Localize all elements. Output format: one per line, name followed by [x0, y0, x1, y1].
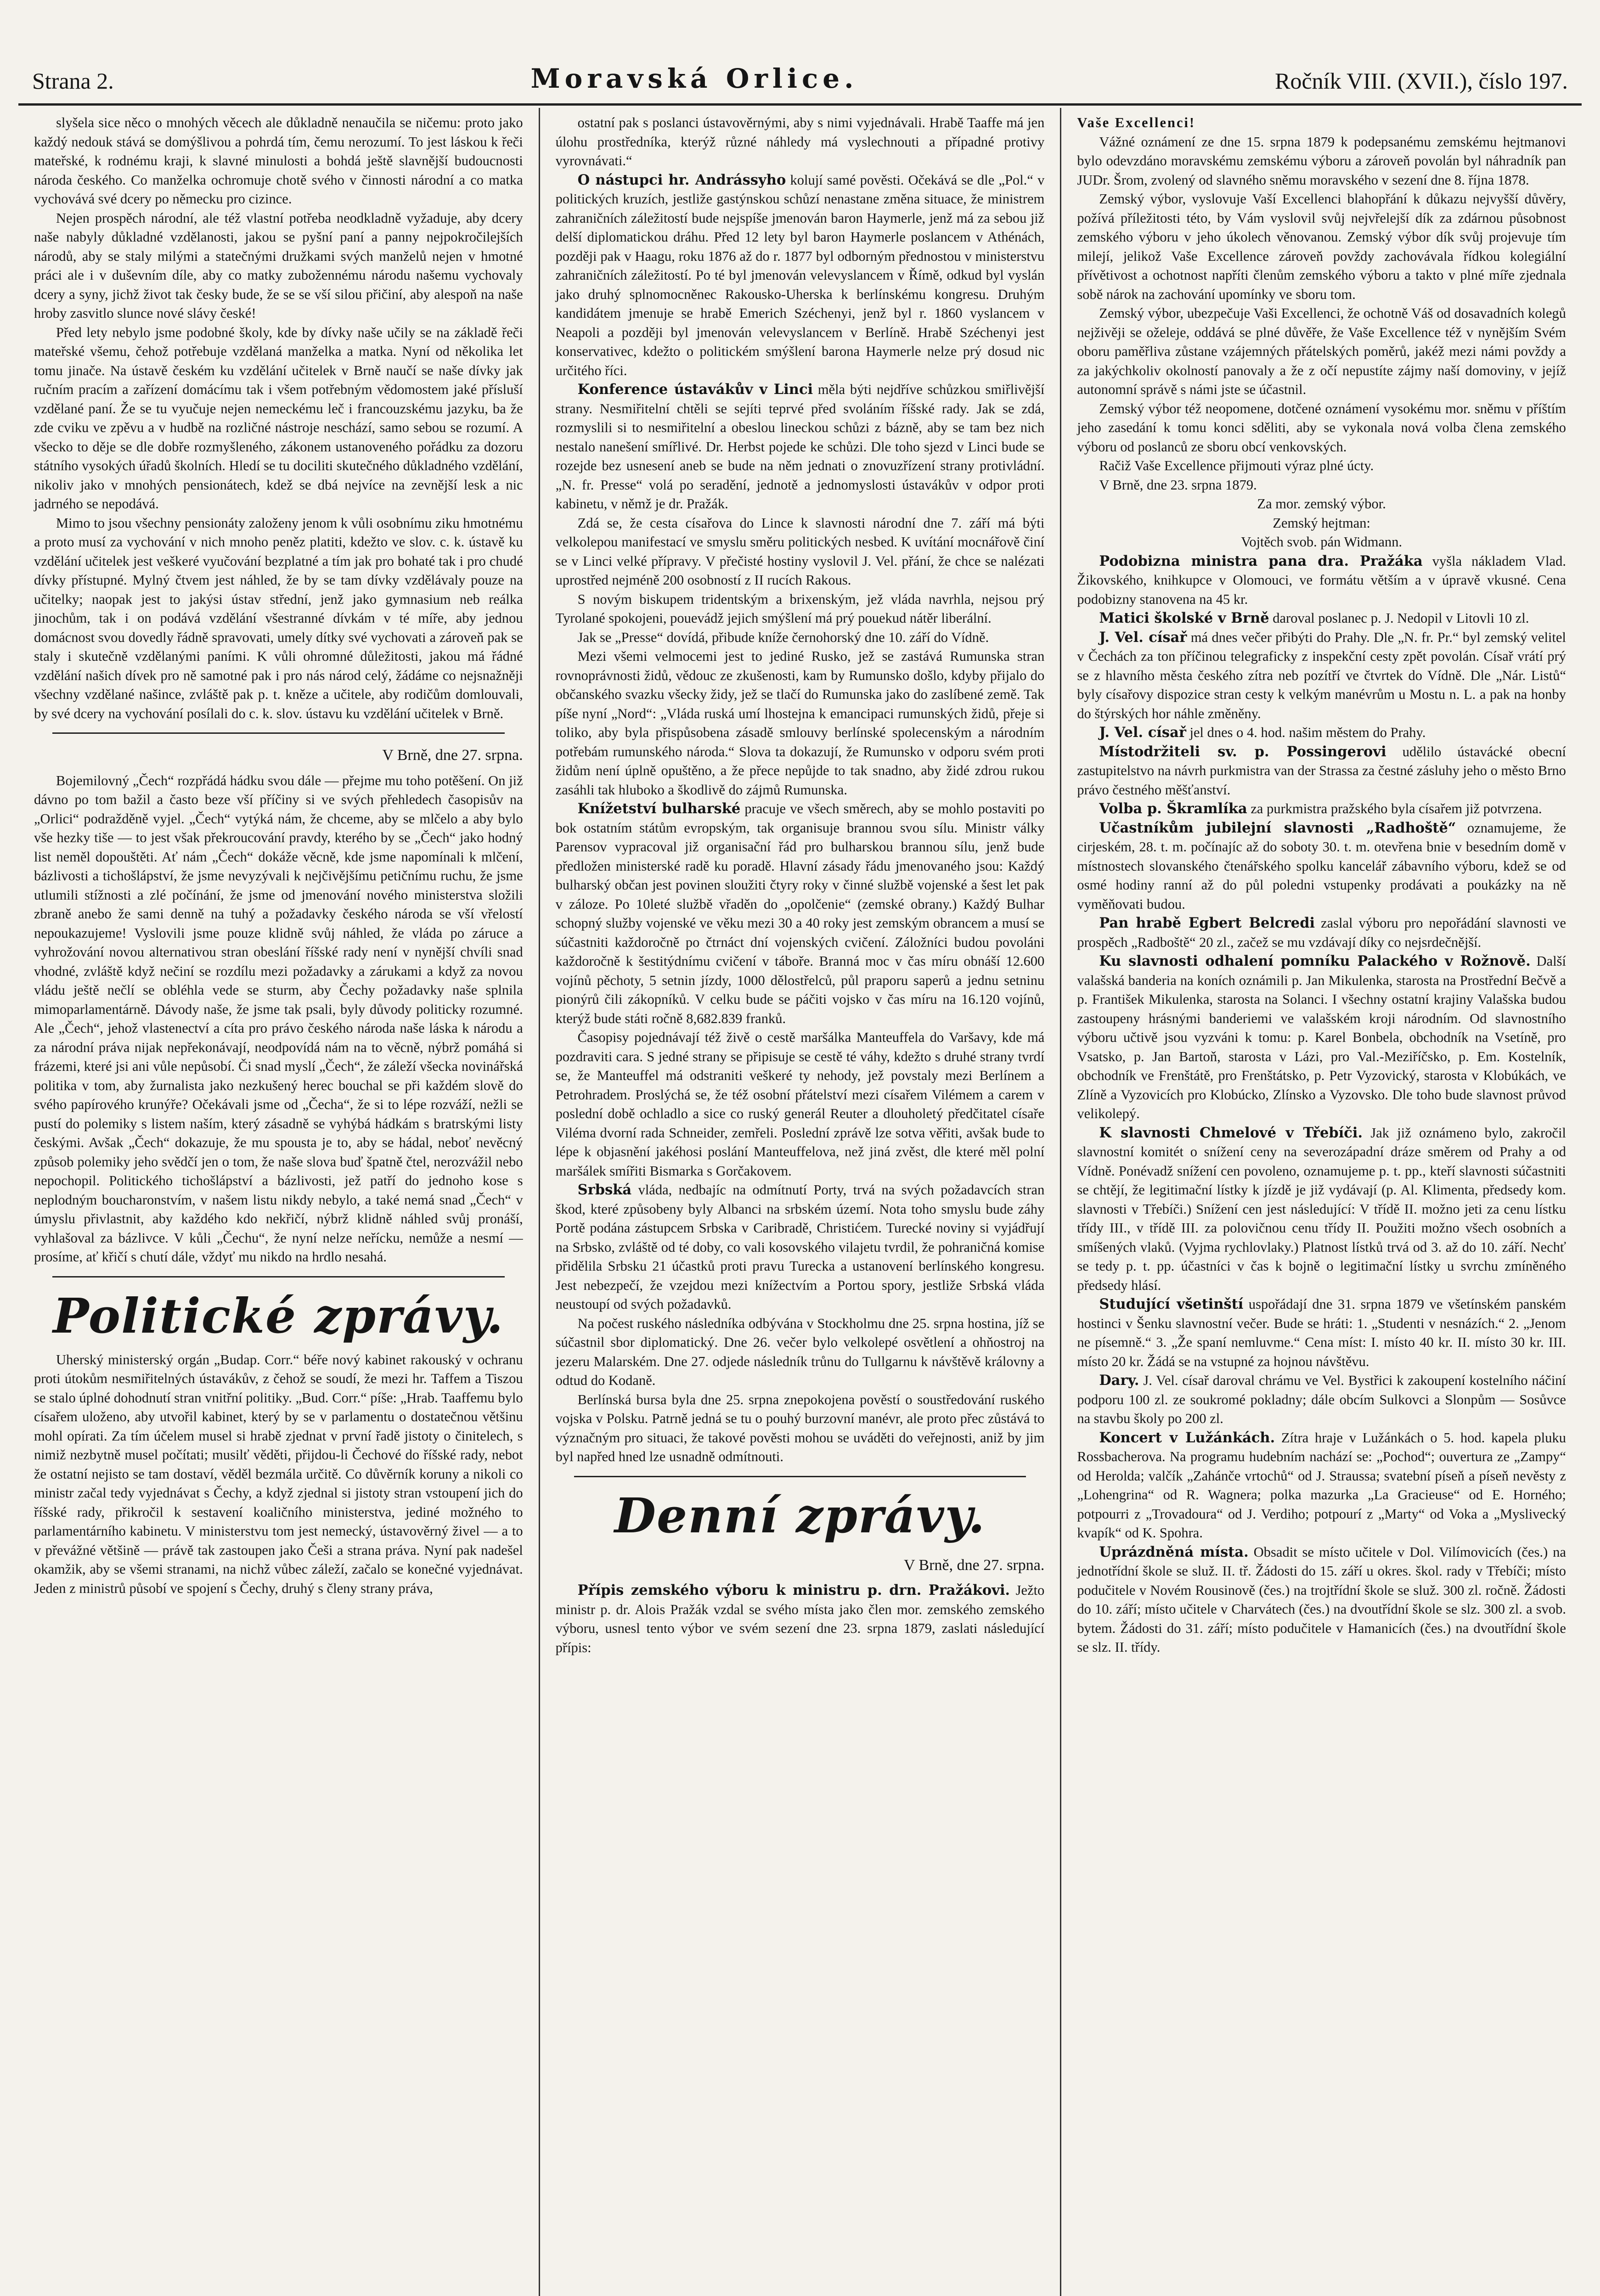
- paragraph: Račiž Vaše Excellence přijmouti výraz plné úcty.: [1099, 458, 1374, 473]
- news-headline: Studující všetinští: [1099, 1296, 1244, 1312]
- news-item: [1077, 743, 1566, 800]
- page-number: Strana 2.: [32, 68, 114, 94]
- paragraph: Mimo to jsou všechny pensionáty založeny jenom k vůli osobnímu ziku hmotnému a proto musí za vychování v nich mnoho peněz platiti, kdežto ve slov. c. k. ústavě ku vzdělání učitelek jest veškeré vyučování bezplatné a tím jak pro bohaté tak i pro chudé dívky přístupné. Mylný čtvem jest náhled, že by se tam dívky vzdělávaly pouze na učitelky; naopak jest to jakýsi ústav střední, jenž jako gymnasium neb reálka jinochům, tak i on podává vzdělání všestranné dívkám v té míře, aby jednou domácnost svou dovedly řádně spravovati, umely dítky své vychovati a zároveň pak se staly i skutečně vzdělanými paními. K vůli ohromné důležitosti, jakou má řádné vzdělání našich dívek pro ně samotné pak i pro nás národ celý, žádáme co nejsnažněji všechny vzdělané našince, zvláště pak p. t. kněze a učitele, aby rodičům domlouvali, by své dcery na vychování posílali do c. k. slov. ústavu ku vzdělání učitelek v Brně.: [34, 515, 523, 721]
- columns: [18, 108, 1582, 2296]
- news-headline: Přípis zemského výboru k ministru p. drn. Pražákovi.: [577, 1582, 1010, 1598]
- news-body: Obsadit se místo učitele v Dol. Vilímovicích (čes.) na jednotřídní škole se služ. II. tř. Žádosti do 15. září u okres. škol. rady v Třebíči; místo podučitele v Novém Rousinově (čes.) na trojtřídní škole se služ. 300 zl. ročně. Žádosti do 10. září; místo učitele v Charvátech (čes.) na dvoutřídní škole se slz. 300 zl. a svob. bytem. Žádosti do 31. září; místo podučitele v Hamanicích (čes.) na dvoutřídní škole se slz. II. třídy.: [1077, 1544, 1566, 1655]
- divider: [52, 732, 505, 734]
- column-1: [18, 108, 539, 2296]
- news-body: pracuje ve všech směrech, aby se mohlo postaviti po bok ostatním státům evropským, tak organisuje brannou svou sílu. Ministr války Parensov vypracoval již organisační řád pro bulharskou brannou sílu, jenž bude předložen ministerské radě ku poradě. Hlavní zásady řádu jmenovaného jsou: Každý bulharský občan jest povinen sloužiti čtyry roky v činné službě vojenské a šest let pak v záloze. Po 10leté službě vřaděn do „opolčenie“ (zemské obrany.) Každý Bulhar schopný služby vojenské ve věku mezi 30 a 40 roky jest zemským obrancem a musí se súčastniti každoročně po čtrnáct dní vojenských cvičení. Záložníci budou povoláni každoročně k šestitýdnímu cvičení v táboře. Branná moc v čas míru obnáší 12.600 vojínů pěchoty, 5 setnin jízdy, 1000 dělostřelců, půl praporu saperů a jednu setninu pionýrů čili zákopníků. V celku bude se páčiti vojsko v čas míru na 16.120 vojínů, kterýž bude státi ročně 8,682.839 franků.: [555, 801, 1045, 1026]
- news-item: [1077, 819, 1566, 914]
- news-headline: Ku slavnosti odhalení pomníku Palackého v Rožnově.: [1099, 953, 1531, 969]
- news-item: [556, 1581, 1045, 1657]
- section-title-daily: Denní zprávy.: [614, 1487, 986, 1544]
- paragraph: S novým biskupem tridentským a brixenským, jež vláda navrhla, nejsou prý Tyrolané spokojeni, pouevádž jejich smýšlení má prý pouekud nátěr liberální.: [555, 591, 1045, 626]
- news-body: daroval poslanec p. J. Nedopil v Litovli 10 zl.: [1273, 610, 1529, 626]
- news-headline: O nástupci hr. Andrássyho: [577, 171, 786, 188]
- paragraph: Před lety nebylo jsme podobné školy, kde by dívky naše učily se na základě řeči mateřské všemu, čehož potřebuje vzdělaná manželka a matka. Nyní od několika let tomu jinače. Na ústavě českém ku vzdělání učitelek v Brně naučí se naše dívky jak ručním pracím a zařízení domácímu tak i všem potřebným vědomostem jaké přísluší vzdělané paní. Že se tu vyučuje nejen nemeckému leč i francouzskému jazyku, ba že zde cviku ve zpěvu a v hudbě na rozličné nástroje neschází, samo sebou se rozumí. A všecko to děje se dle dobře rozmyšleného, zákonem ustanoveného pořádku za dozoru státního vysokých úřadů školních. Hledí se tu dociliti skutečného důkladného vzdělání, nikoliv jako v mnohých pensionátech, kdež se dbá nejvíce na zevnější lesk a nic jadrného se nepodává.: [34, 324, 523, 512]
- news-headline: Místodržiteli sv. p. Possingerovi: [1099, 743, 1386, 760]
- news-headline: Volba p. Škramlíka: [1099, 800, 1247, 817]
- news-item: [1077, 628, 1566, 724]
- news-headline: J. Vel. císař: [1099, 724, 1186, 741]
- divider: [574, 1476, 1026, 1477]
- signature-line: Zemský hejtman:: [1273, 515, 1370, 531]
- paragraph: Na počest ruského následníka odbývána v Stockholmu dne 25. srpna hostina, jíž se súčastnil sbor diplomatický. Dne 26. večer bylo velkolepé osvětlení a ohňostroj na jezeru Malarském. Dne 27. odjede následník trůnu do Tullgarnu k návštěvě královny a odtud do Kodaně.: [555, 1315, 1045, 1388]
- paragraph: Časopisy pojednávají též živě o cestě maršálka Manteuffela do Varšavy, kde má pozdraviti cara. S jedné strany se připisuje se cestě té váhy, kdežto s druhé strany tvrdí se, že Manteuffel má odstraniti veškeré ty nehody, jež povstaly mezi Berlínem a Petrohradem. Proslýchá se, že též osobní přátelství mezi císařem Vilémem a carem v poslední době ochladlo a sice co ruský generál Reuter a dlouholetý předčitatel císaře Viléma dvorní rada Schneider, zemřeli. Poslední zprávě lze sotva věřiti, avšak bude to lépe k objasnění jakéhosi poslání Manteuffelova, než jiná zvěst, dle které měl polní maršálek smířiti Bismarka s Gorčakovem.: [555, 1030, 1045, 1179]
- news-item: [556, 1181, 1045, 1314]
- news-body: Jak již oznámeno bylo, zakročil slavnostní komitét o snížení ceny na severozápadní dráze směrem od Prahy a od Vídně. Ponévadž snížení cen povoleno, oznamujeme p. t. pp., kteří slavnosti súčastniti se chtějí, že legitimační lístky k jízdě je již vydávají (p. Al. Klimenta, předsedy kom. slavnosti v Třebíči.) Snížení cen jest následující: V třídě II. možno jeti za cenu lístku třídy III., v třídě III. za polovičnou cenu třídy II. Použiti možno všech osobních a smíšených vlaků. (Vyjma rychlovlaky.) Platnost lístků trvá od 3. až do 10. září. Nechť se tedy p. t. pp. účastníci v čas k bojně o legitimační lístky u svrchu zmíněného předsedy hlásí.: [1077, 1125, 1566, 1293]
- news-body: vyšla nákladem Vlad. Žikovského, knihkupce v Olomouci, ve formátu větším a v úpravě vkusné. Cena podobizny stanovena na 45 kr.: [1077, 553, 1566, 607]
- section-title-political: Politické zprávy.: [53, 1287, 504, 1344]
- news-headline: Pan hrabě Egbert Belcredi: [1099, 915, 1315, 931]
- news-item: [556, 799, 1045, 1028]
- news-item: [556, 171, 1045, 381]
- news-body: kolují samé pověsti. Očekává se dle „Pol.“ v politických kruzích, jestliže gastýnskou schůzí nenastane změna situace, že ministrem zahraničních záležitostí bude nejspíše jmenován baron Haymerle, jenž má za sebou již delší diplomatickou dráhu. Před 12 lety byl baron Haymerle poslancem v Athénách, později pak v Haagu, roku 1876 až do r. 1877 byl odborným přednostou v ministerstvu zahraničních záležitostí. Po té byl jmenován velevyslancem v Římě, odkud byl vyslán jako druhý splnomocněnec Rakousko-Uherska k berlínskému kongresu. Druhým kandidátem jmenuje se hrabě Emerich Széchenyi, jenž byl r. 1860 vyslancem v Neapoli a později byl jmenován velevyslancem v Berlíně. Hrabě Széchenyi jest konservativec, kdežto o politickém smýšlení barona Haymerle nelze prý dosud nic určitého říci.: [555, 172, 1045, 378]
- news-body: má dnes večer přibýti do Prahy. Dle „N. fr. Pr.“ byl zemský velitel v Čechách za ton příčinou telegraficky z inspekční cesty zpět povolán. Císař vrátí prý se z hlavního města českého zítra neb pozítří ve čtvrtek do Vídně. Dle „Nár. Listů“ byly císařovy dispozice stran cesty k velkým manévrům u Mostu n. L. a pak na honby do štýrských hor náhle změněny.: [1077, 629, 1566, 721]
- news-item: [1077, 1429, 1566, 1543]
- signature-line: Za mor. zemský výbor.: [1257, 496, 1386, 512]
- news-item: [1077, 952, 1566, 1124]
- news-headline: J. Vel. císař: [1099, 629, 1187, 646]
- news-item: [1077, 914, 1566, 952]
- news-body: za purkmistra pražského byla císařem již potvrzena.: [1251, 801, 1542, 816]
- news-body: Další valašská banderia na koních oznámili p. Jan Mikulenka, starosta na Prostřední Bečvě a p. František Mikulenka, starosta na Solanci. I všechny ostatní krajiny Valašska budou zastoupeny hrásnými banderiemi ve valašském kroji národním. Od slavnostního výboru učtivě jsou vyzváni k tomu: p. Karel Bonbela, obchodník na Vsetíně, pro Vsatsko, p. Jan Bartoň, starosta v Lázi, pro Val.-Meziříčsko, p. Em. Kostelník, obchodník ve Frenštátě, pro Frenštátsko, p. Petr Vyzovický, starosta v Klobúkách, ve Zlíně a Vyzovicích pro Klobúcko, Zlínsko a Vyzovsko. Dle toho bude slavnost průvod velikolepý.: [1077, 953, 1566, 1121]
- news-headline: Knížetství bulharské: [577, 800, 741, 817]
- paragraph: Nejen prospěch národní, ale též vlastní potřeba neodkladně vyžaduje, aby dcery naše nabyly důkladné vzdělanosti, jakou se pyšní paní a panny nejpokročilejších národů, aby se staly milými a statečnými družkami svých manželů nejen v hmotné práci ale i v duševním díle, aby co matky zubožennému národu našemu vychovaly dcery a syny, jichž život tak česky bude, že se se vší silou přičiní, aby alespoň na naše hroby zasvitlo slunce nové slávy české!: [34, 210, 523, 321]
- news-item: [1077, 1295, 1566, 1371]
- news-body: jel dnes o 4. hod. našim městem do Prahy.: [1189, 725, 1426, 740]
- paragraph: Zdá se, že cesta císařova do Lince k slavnosti národní dne 7. září má býti velkolepou manifestací ve smyslu směru politických nesbed. K uvítání mocnářově činí se v Linci velké přípravy. V přečisté hostiny vyslovil J. Vel. přání, že chce se nalézati uprostřed nejméně 200 osobností z II rucích Rakous.: [555, 515, 1045, 588]
- column-3: [1060, 108, 1582, 2296]
- paragraph: Zemský výbor, ubezpečuje Vaši Excellenci, že ochotně Váš od dosavadních kolegů nejživěji se oželeje, oddává se plné důvěře, že Vaše Excellence též v nynějším Svém oboru paměřliva zůstane vzájemných přátelských poměrů, jakéž mezi námi povždy a za jakýchkoliv okolností panovaly a že z očí nepustíte zájmy naší domoviny, v jejíž autonomní správě s námi jste se účastnil.: [1077, 305, 1566, 397]
- page-header: [18, 0, 1582, 106]
- news-body: J. Vel. císař daroval chrámu ve Vel. Bystřici k zakoupení kostelního náčiní podporu 100 zl. ze soukromé pokladny; dále obcím Sulkovci a Slonpům — Sosůvce na stavbu školy po 200 zl.: [1077, 1373, 1566, 1426]
- paragraph: Zemský výbor též neopomene, dotčené oznámení vysokému mor. sněmu v příštím jeho zasedání k tomu konci sděliti, aby se vykonala nová volba člena zemského výboru od poslanců ze sboru obcí venkovských.: [1077, 400, 1566, 455]
- volume-issue: Ročník VIII. (XVII.), číslo 197.: [1275, 68, 1568, 94]
- news-body: zaslal výboru pro nepořádání slavnosti ve prospěch „Radboště“ 20 zl., začež se mu vzdávají díky co nejsrdečnější.: [1077, 915, 1566, 950]
- paragraph: slyšela sice něco o mnohých věcech ale důkladně nenaučila se ničemu: proto jako každý nedouk stává se domýšlivou a pohrdá tím, čemu nerozumí. To jest láskou k řeči mateřské, k rodnému kraji, k slavné minulosti a bohdá ještě slavnější budoucnosti národa českého. Co manželka ochromuje chotě svého v činnosti národní a co matka vychovává své dcery po německu pro cizince.: [34, 115, 523, 207]
- column-2: [539, 108, 1060, 2296]
- paragraph: ostatní pak s poslanci ústavověrnými, aby s nimi vyjednávali. Hrabě Taaffe má jen úlohu prostředníka, kterýž různé náhledy má vyslechnouti a případné protivy vyrovnávati.“: [555, 115, 1045, 169]
- news-headline: Srbská: [577, 1182, 632, 1198]
- news-item: [1077, 1124, 1566, 1295]
- paragraph: Bojemilovný „Čech“ rozpřádá hádku svou dále — přejme mu toho potěšení. On již dávno po tom bažil a často beze vší příčiny si ve svých přehledech časopisův na „Orlici“ podražděně vyjel. „Čech“ vytýká nám, že chceme, aby se mlčelo a aby bylo vše hezky tiše — to jest však překroucování pravdy, kterého by se „Čech“ jako hodný list neměl dopouštěti. Ať nám „Čech“ dokáže věcně, kde jsme napomínali k mlčení, bázlivosti a tichošlápství, že jsme nevyzývali k nejčivějšímu petičnímu ruchu, že jsme utlumili stížnosti a zlé počínání, že jsme od jmenování nového ministerstva složili zbraně anebo že sami denně na tuhý a požadavky českého národa se vší vřelostí nepoukazujeme! Vyslovili jsme pouze klidně svůj náhled, že vláda po záruce a vyhrožování novou alternativou stran obeslání říšské rady není v nynější chvíli snad vhodné, zvláště když nečiní se rozdílu mezi požadavky a zárukami a když za novou vládu ještě nečlí se obléhla vede se sturm, aby Čechy požadavky naše splnila mimoparlamentárně. Dávody naše, že jsme tak psali, byly důvody politicky rozumné. Ale „Čech“, jehož vlastenectví a cíta pro právo českého národa naše láska k národu a za národní práva nijak nepřekonávají, neodpovídá nám na to věcně, nýbrž pomáhá si frázemi, které jsi ani vůle nepůsobí. Či snad myslí „Čech“, že záleží všecka novinářská politika v tom, aby žurnalista jako nezkušený herec bouchal se při každém slově do svého papírového krunýře? Očekávali jsme od „Čecha“, že si to lépe rozváží, nežli se pustí do polemiky s listem naším, který zásadně se vyhýbá hádkám s bratrskými listy českými. Avšak „Čech“ dokazuje, že mu spousta je to, aby se hádal, neboť nevěcný způsob polemiky jeho svědčí jen o tom, že naše slova buď špatně čtel, nerozvážil nebo nepochopil. Politického tichošlápství a bázlivosti, jež patří do jednoho kose s neplodným boucharonstvím, v našem listu nikdy nebylo, a také nemá snad „Čech“ v úmyslu přivlastnit, aby každého kdo nekřičí, nýbrž klidně náhled svůj pronáší, vyhlašoval za bázlivce. V kůli „Čechu“, že nyní nelze neřícku, nemůže a nesmí — prosíme, ať křičí s chutí dále, vždyť mu nikdo na hrdlo nesahá.: [34, 772, 523, 1265]
- news-headline: Koncert v Lužánkách.: [1099, 1429, 1275, 1446]
- news-headline: Učastníkům jubilejní slavnosti „Radhoště“: [1099, 819, 1456, 836]
- divider: [52, 1276, 505, 1277]
- news-headline: K slavnosti Chmelové v Třebíči.: [1099, 1124, 1363, 1141]
- news-body: Ježto ministr p. dr. Alois Pražák vzdal se svého místa jako člen mor. zemského zemského výboru, usnesl tento výbor ve svém sezení dne 23. srpna 1879, zaslati následující přípis:: [555, 1582, 1045, 1655]
- news-headline: Uprázdněná místa.: [1099, 1543, 1249, 1560]
- signature-line: Vojtěch svob. pán Widmann.: [1241, 534, 1403, 550]
- news-item: [1077, 723, 1566, 743]
- news-body: Zítra hraje v Lužánkách o 5. hod. kapela pluku Rossbacherova. Na programu hudebním nachází se: „Pochod“; ouvertura ze „Zampy“ od Herolda; valčík „Zahánče vrtochů“ od J. Straussa; svatební píseň a píseň nevěsty z „Lohengrina“ od R. Wagnera; polka mazurka „La Gracieuse“ od E. Horného; potpourri z „Trovadoura“ od J. Verdiho; potpourí z „Marty“ od Voka a „Myslivecký kvapík“ od K. Spohra.: [1077, 1429, 1566, 1541]
- dateline: V Brně, dne 27. srpna.: [904, 1556, 1045, 1574]
- news-item: [556, 380, 1045, 514]
- news-item: [1077, 1371, 1566, 1429]
- paragraph: V Brně, dne 23. srpna 1879.: [1099, 477, 1257, 493]
- address-heading: Vaše Excellenci!: [1077, 115, 1196, 130]
- news-item: [1077, 609, 1566, 628]
- news-headline: Podobizna ministra pana dra. Pražáka: [1099, 552, 1423, 569]
- news-item: [1077, 799, 1566, 819]
- news-item: [1077, 1543, 1566, 1657]
- news-body: udělilo ústavácké obecní zastupitelstvo na návrh purkmistra van der Strassa za čestné zásluhy jeho o město Brno právo čestného měšťanství.: [1077, 743, 1566, 798]
- news-body: oznamujeme, že cirjeském, 28. t. m. počínajíc až do soboty 30. t. m. otevřena bnie v besedním domě v místnostech slovanského čtenářského spolku kancelář zábavního výboru, kdež se od osmé hodiny ranní až do půl poledni vstupenky prodávati a poukázky na ně vyměňovati budou.: [1077, 820, 1566, 912]
- news-body: vláda, nedbajíc na odmítnutí Porty, trvá na svých požadavcích stran škod, které způsobeny byly Albanci na srbském území. Nota toho smyslu bude záhy Portě podána zástupcem Srbska v Caribradě, Christićem. Turecké noviny si vyjádřují na Srbsko, zvláště od té doby, co vali kosovského vilajetu tvrdil, že pohraničná komise přidělila Srbsku 21 účastků proti pravu Turecka a ustanovení berlínského kongresu. Jest nebezpečí, že vzejdou mezi knížectvím a Portou spory, jestliže Srbská vláda neustoupí od svých požadavků.: [555, 1182, 1045, 1312]
- paragraph: Uherský ministerský orgán „Budap. Corr.“ béře nový kabinet rakouský v ochranu proti útokům nesmiřitelných ústavákův, z čehož se soudí, že mezi hr. Taffem a Tiszou se stalo úplné dohodnutí stran vnitřní politiky. „Bud. Corr.“ píše: „Hrab. Taaffemu bylo císařem uloženo, aby utvořil kabinet, který by se v parlamentu o dostatečnou většinu mohl opírati. Za tím účelem musel si hrabě zjednat v první řadě jistoty o činitelech, s nimiž nezbytně musel počítati; musilť věděti, přijdou-li Čechové do říšské rady, nebot že ostatní nejisto se tam dostaví, věděl bezmála určitě. Co důvěrník koruny a nikoli co ministr začal tedy vyjednávat s Čechy, a když zjednal si jistoty stran vstoupení jich do říšské rady, přikročil k sestavení koaličního ministerstva, jediné možného to parlamentárního kabinetu. V ministerstvu tom jest nemecký, ústavověrný živel — a to v převážné většině — právě tak zastoupen jako Češi a strana práva. Nyní pak nadešel okamžik, aby se všemi stranami, na nichž vůbec záleží, začalo se konečné vyjednávat. Jeden z ministrů působí ve spojení s Čechy, druhý s členy strany práva,: [34, 1351, 523, 1596]
- news-body: uspořádají dne 31. srpna 1879 ve všetínském panském hostinci v Šenku slavnostní večer. Bude se hráti: 1. „Studenti v nesnázích.“ 2. „Jenom ne písemně.“ 3. „Že spaní nemluvme.“ Cena míst: I. místo 40 kr. II. místo 30 kr. III. místo 20 kr. Žádá se na vstupné za hojnou návštěvu.: [1077, 1296, 1566, 1369]
- paragraph: Mezi všemi velmocemi jest to jediné Rusko, jež se zastává Rumunska stran rovnoprávnosti židů, vědouc ze zkušenosti, kam by Rumunsko došlo, kdyby přijalo do občanského svazku všecky židy, jež se tlačí do Rumunska jako do zaslíbené země. Tak píše nyní „Nord“: „Vláda ruská umí lhostejna k emancipaci rumunských židů, přeje si toliko, aby byla přispůsobena zásadě smlouvy berlínské spolecenským a národním potřebám rumunského národa.“ Slova ta dokazují, že Rumunsko v odporu svém proti židům není úplně opuštěno, a že přece nepůjde to tak snadno, aby židé zdrou rukou zasáhli tak hluboko a škodlivě do zájmů Rumunska.: [555, 648, 1045, 798]
- dateline: V Brně, dne 27. srpna.: [382, 747, 523, 764]
- masthead-title: Moravská Orlice.: [530, 63, 858, 94]
- paragraph: Vážné oznámení ze dne 15. srpna 1879 k podepsanému zemskému hejtmanovi bylo odevzdáno moravskému zemskému výboru a zároveň povolán byl náhradník pan JUDr. Šrom, zvolený od slavného sněmu moravského v sezení dne 8. října 1878.: [1077, 134, 1566, 188]
- news-body: měla býti nejdříve schůzkou smiřlivější strany. Nesmiřitelní chtěli se sejíti teprvé před svoláním říšské rady. Jak se zdá, rozmyslili si to nesmiřitelní a obeslou lineckou schůzi z bázně, aby se tam bez nich nestalo nanešení smířlivé. Dr. Herbst pojede ke schůzi. Dle toho sjezd v Linci bude se rozejde bez usnesení aneb se bude na něm jednati o znovuzřízení strany protivládní. „N. fr. Presse“ volá po seradění, jednotě a jednomyslosti ústavákův v odpor proti kabinetu, v němž je dr. Pražák.: [555, 382, 1045, 512]
- news-headline: Dary.: [1099, 1372, 1139, 1389]
- news-headline: Matici školské v Brně: [1099, 610, 1269, 626]
- news-item: [1077, 552, 1566, 609]
- news-headline: Konference ústavákův v Linci: [577, 381, 813, 398]
- paragraph: Berlínská bursa byla dne 25. srpna znepokojena pověstí o soustředování ruského vojska v Polsku. Patrně jedná se tu o pouhý burzovní manévr, ale proto přec zůstává to význačným pro situaci, že takové pověsti mohou se uváděti do veřejnosti, aniž by jim byl napřed hned lze usnadně odmítnouti.: [555, 1391, 1045, 1464]
- paragraph: Jak se „Presse“ dovídá, přibude kníže černohorský dne 10. září do Vídně.: [577, 629, 989, 645]
- paragraph: Zemský výbor, vyslovuje Vaší Excellenci blahopřání k důkazu nejvyšší důvěry, požívá příležitosti této, by Vám vyslovil svůj nejvřelejší dík za zdárnou působnost zemského výboru v jeho úkolech věnovanou. Zemský výbor dík svůj projevuje tím milejí, jelikož Vaše Excellence zároveň povždy zachovávala řídkou kolegiální přívětivost a ochotnost napříti členům zemského výboru a takto v plné míře zjednala sobě nárok na zachování upomínky ve sboru tom.: [1077, 191, 1566, 302]
